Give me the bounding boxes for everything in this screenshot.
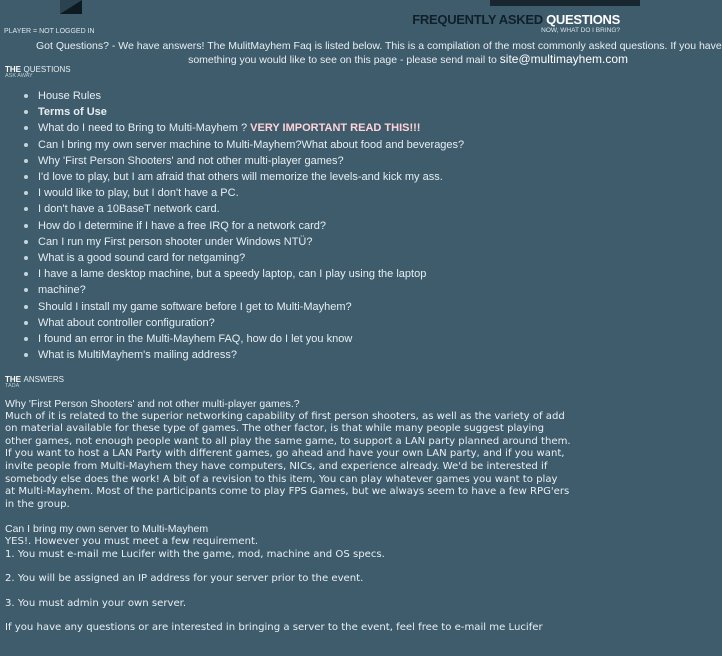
question-link[interactable] xyxy=(38,137,638,153)
answer-line: at Multi-Mayhem. Most of the participants come to play FPS Games, but we always seem to have a few RPG'ers xyxy=(5,486,570,498)
question-link[interactable] xyxy=(38,169,638,185)
answer-line: If you want to host a LAN Party with different games, go ahead and have your own LAN party, and if you want, xyxy=(5,448,565,460)
question-link[interactable] xyxy=(38,153,638,169)
answer-server-yes: YES!. However you must meet a few requirement. xyxy=(5,535,259,547)
answer-question-server: Can I bring my own server to Multi-Mayhem xyxy=(5,523,209,536)
question-link[interactable] xyxy=(38,299,638,315)
question-text: machine? xyxy=(38,284,86,297)
answer-line: Much of it is related to the superior networking capability of first person shooters, as well as the variety of add xyxy=(5,410,565,422)
question-text: Terms of Use xyxy=(38,106,107,119)
question-link[interactable] xyxy=(38,315,638,331)
answer-server-req2: 2. You will be assigned an IP address for your server prior to the event. xyxy=(5,573,364,585)
question-list xyxy=(0,88,638,363)
question-link[interactable] xyxy=(38,234,638,250)
question-link[interactable] xyxy=(38,104,638,120)
intro-text: Got Questions? - We have answers! The MulitMayhem Faq is listed below. This is a compilation of the most commonly asked questions. If you have xyxy=(36,40,722,52)
question-link[interactable] xyxy=(38,250,638,266)
question-text: Can I bring my own server machine to Multi-Mayhem?What about food and beverages? xyxy=(38,138,465,151)
answer-line: other games, not enough people want to all play the same game, to support a LAN party planned around them. xyxy=(5,435,571,447)
answer-line: somebody else does the work! A bit of a revision to this item, You can play whatever games you want to play xyxy=(5,473,558,485)
question-text: I found an error in the Multi-Mayhem FAQ, how do I let you know xyxy=(38,333,353,346)
question-text: What do I need to Bring to Multi-Mayhem ? xyxy=(38,122,251,135)
answers-body xyxy=(5,398,633,635)
question-text: What about controller configuration? xyxy=(38,316,215,329)
page-title: FREQUENTLY ASKED QUESTIONS xyxy=(412,12,620,27)
question-text: Can I run my First person shooter under Windows NTÜ? xyxy=(38,235,313,248)
question-text: I'd love to play, but I am afraid that others will memorize the levels-and kick my ass. xyxy=(38,171,443,184)
question-link[interactable] xyxy=(38,88,638,104)
question-link[interactable] xyxy=(38,120,638,136)
question-text: I would like to play, but I don't have a PC. xyxy=(38,187,239,200)
answer-line: invite people from Multi-Mayhem they have computers, NICs, and experience already. We'd be interested if xyxy=(5,460,548,472)
contact-email-link[interactable]: site@multimayhem.com xyxy=(499,52,628,66)
important-notice: VERY IMPORTANT READ THIS!!! xyxy=(250,122,421,135)
question-text: What is MultiMayhem's mailing address? xyxy=(38,349,237,362)
top-left-decoration xyxy=(60,0,82,14)
question-text: I have a lame desktop machine, but a speedy laptop, can I play using the laptop xyxy=(38,268,427,281)
question-link[interactable] xyxy=(38,185,638,201)
question-link[interactable] xyxy=(38,201,638,217)
answer-fps-text xyxy=(5,411,633,512)
answer-server-contact: If you have any questions or are interested in bringing a server to the event, feel free to e-mail me Lucifer xyxy=(5,622,543,634)
login-status: PLAYER = NOT LOGGED IN xyxy=(4,28,95,35)
question-link[interactable] xyxy=(38,282,638,298)
answer-line: in the group. xyxy=(5,498,70,510)
question-text: Should I install my game software before I get to Multi-Mayhem? xyxy=(38,300,352,313)
question-text: I don't have a 10BaseT network card. xyxy=(38,203,220,216)
question-link[interactable] xyxy=(38,331,638,347)
page-subtitle: NOW, WHAT DO I BRING? xyxy=(541,27,620,34)
intro-text-2: something you would like to see on this page - please send mail to site@multimayhem.com xyxy=(188,52,628,66)
questions-section-heading: THE QUESTIONS ASK AWAY xyxy=(5,65,71,79)
answers-section-heading: THE ANSWERS TADA xyxy=(5,375,64,389)
question-text: Why 'First Person Shooters' and not other multi-player games? xyxy=(38,154,344,167)
question-text: How do I determine if I have a free IRQ for a network card? xyxy=(38,219,326,232)
question-link[interactable] xyxy=(38,266,638,282)
question-text: House Rules xyxy=(38,90,101,102)
answer-line: on material available for these type of games. The other factor, is that while many people suggest playing xyxy=(5,423,545,435)
answer-server-req3: 3. You must admin your own server. xyxy=(5,597,187,609)
question-link[interactable] xyxy=(38,218,638,234)
question-link[interactable] xyxy=(38,347,638,363)
answer-question-fps: Why 'First Person Shooters' and not other multi-player games.? xyxy=(5,398,300,410)
question-text: What is a good sound card for netgaming? xyxy=(38,252,246,265)
top-right-decoration xyxy=(490,0,640,6)
answer-server-req1: 1. You must e-mail me Lucifer with the game, mod, machine and OS specs. xyxy=(5,548,385,560)
